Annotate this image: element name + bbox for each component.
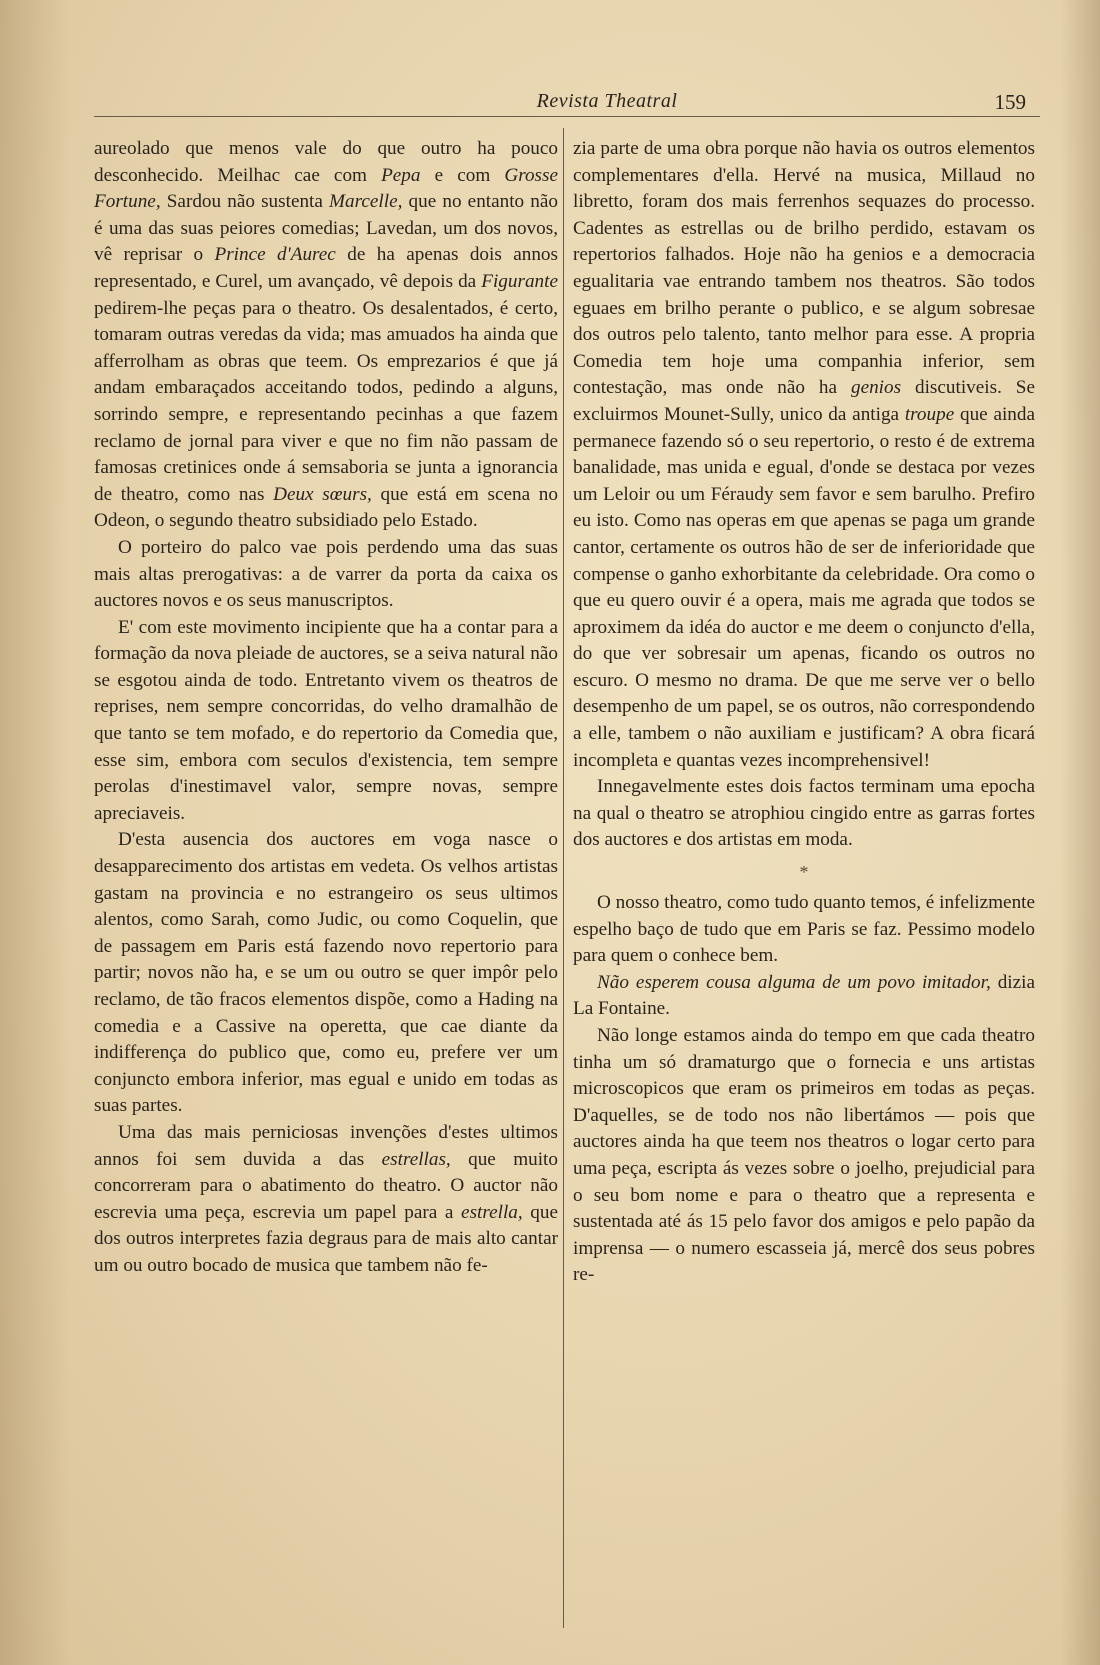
paragraph: aureolado que menos vale do que outro ha pouco desconhecido. Meilhac cae com Pepa e com Grosse Fortune, Sardou não sustenta Marcelle, que no entanto não é uma das suas peiores comedias; Lavedan, um dos novos, vê reprisar o Prince d'Aurec de ha apenas dois annos representado, e Curel, um avançado, vê depois da Figurante pedirem-lhe peças para o theatro. Os desalentados, é certo, tomaram outras veredas da vida; mas amuados ha ainda que afferrolham as obras que teem. Os emprezarios é que já andam embaraçados acceitando todos, pedindo a alguns, sorrindo sempre, e representando pecinhas a que fazem reclamo de jornal para viver e que no fim não passam de famosas cretinices onde á semsaboria se junta a ignorancia de theatro, como nas Deux sœurs, que está em scena no Odeon, o segundo theatro subsidiado pelo Estado.: [94, 138, 558, 532]
paragraph: Uma das mais perniciosas invenções d'estes ultimos annos foi sem duvida a das estrellas, que muito concorreram para o abatimento do theatro. O auctor não escrevia uma peça, escrevia um papel para a estrella, que dos outros interpretes fazia degraus para de mais alto cantar um ou outro bocado de musica que tambem não fe-: [94, 1121, 558, 1276]
paragraph: D'esta ausencia dos auctores em voga nasce o desapparecimento dos artistas em vedeta. Os velhos artistas gastam na provincia e no estrangeiro os seus ultimos alentos, como Sarah, como Judic, ou como Coquelin, que de passagem em Paris está fazendo novo repertorio para partir; novos não ha, e se um ou outro se quer impôr pelo reclamo, de tão fracos elementos dispõe, como a Hading na comedia e a Cassive na operetta, que cae diante da indifferença do publico que, como eu, prefere ver um conjuncto embora inferior, mas egual e unido em todas as suas partes.: [94, 829, 558, 1117]
page-number: 159: [994, 90, 1026, 114]
paragraph: Innegavelmente estes dois factos terminam uma epocha na qual o theatro se atrophiou cingido entre as garras fortes dos auctores e dos artistas em moda.: [573, 776, 1035, 851]
paragraph: Não longe estamos ainda do tempo em que cada theatro tinha um só dramaturgo que o fornecia e uns artistas microscopicos que eram os primeiros em todas as peças. D'aquelles, se de todo nos não libertámos — pois que auctores ainda ha que teem nos theatros o logar certo para uma peça, escripta ás vezes sobre o joelho, prejudicial para o seu bom nome e para o theatro que a representa e sustentada até ás 15 pelo favor dos amigos e pelo papão da imprensa — o numero escasseia já, mercê dos seus pobres re-: [573, 1025, 1035, 1286]
column-divider: [563, 128, 564, 1628]
journal-title: Revista Theatral: [536, 90, 678, 112]
paragraph: E' com este movimento incipiente que ha a contar para a formação da nova pleiade de auctores, se a seiva natural não se esgotou ainda de todo. Entretanto vivem os theatros de reprises, nem sempre concorridas, do velho dramalhão de que tanto se tem mofado, e do repertorio da Comedia que, esse sim, embora com seculos d'existencia, tem sempre perolas d'inestimavel valor, sempre novas, sempre apreciaveis.: [94, 616, 558, 824]
section-separator: *: [799, 862, 809, 883]
header-rule: [94, 116, 1040, 117]
left-column: [94, 136, 558, 1280]
paragraph: Não esperem cousa alguma de um povo imitador, dizia La Fontaine.: [573, 971, 1035, 1020]
paragraph: zia parte de uma obra porque não havia os outros elementos complementares d'ella. Hervé na musica, Millaud no libretto, foram dos mais ferrenhos sequazes do processo. Cadentes as estrellas ou de brilho perdido, estavam os repertorios falhados. Hoje não ha genios e a democracia egualitaria vae entrando tambem nos theatros. São todos eguaes em brilho perante o publico, e se algum sobresae dos outros pelo talento, tanto melhor para esse. A propria Comedia tem hoje uma companhia inferior, sem contestação, mas onde não ha genios discutiveis. Se excluirmos Mounet-Sully, unico da antiga troupe que ainda permanece fazendo só o seu repertorio, o resto é de extrema banalidade, mas unida e egual, d'onde se destaca por vezes um Leloir ou um Féraudy sem favor e sem barulho. Prefiro eu isto. Como nas operas em que apenas se paga um grande cantor, certamente os outros hão de ser de inferioridade que compense o ganho exhorbitante da celebridade. Ora como o que eu quero ouvir é a opera, mais me agrada que todos se aproximem da idéa do auctor e me deem o conjuncto d'ella, do que ver sobresair um apenas, ficando os outros no escuro. O mesmo no drama. De que me serve ver o bello desempenho de um papel, se os outros, não correspondendo a elle, tambem o não auxiliam e justificam? A obra ficará incompleta e quantas vezes incomprehensivel!: [573, 138, 1035, 771]
paragraph: O porteiro do palco vae pois perdendo uma das suas mais altas prerogativas: a de varrer da porta da caixa os auctores novos e os seus manuscriptos.: [94, 536, 558, 612]
paragraph: O nosso theatro, como tudo quanto temos, é infelizmente espelho baço de tudo que em Paris se faz. Pessimo modelo para quem o conhece bem.: [573, 892, 1036, 967]
right-column: [573, 136, 1035, 1289]
